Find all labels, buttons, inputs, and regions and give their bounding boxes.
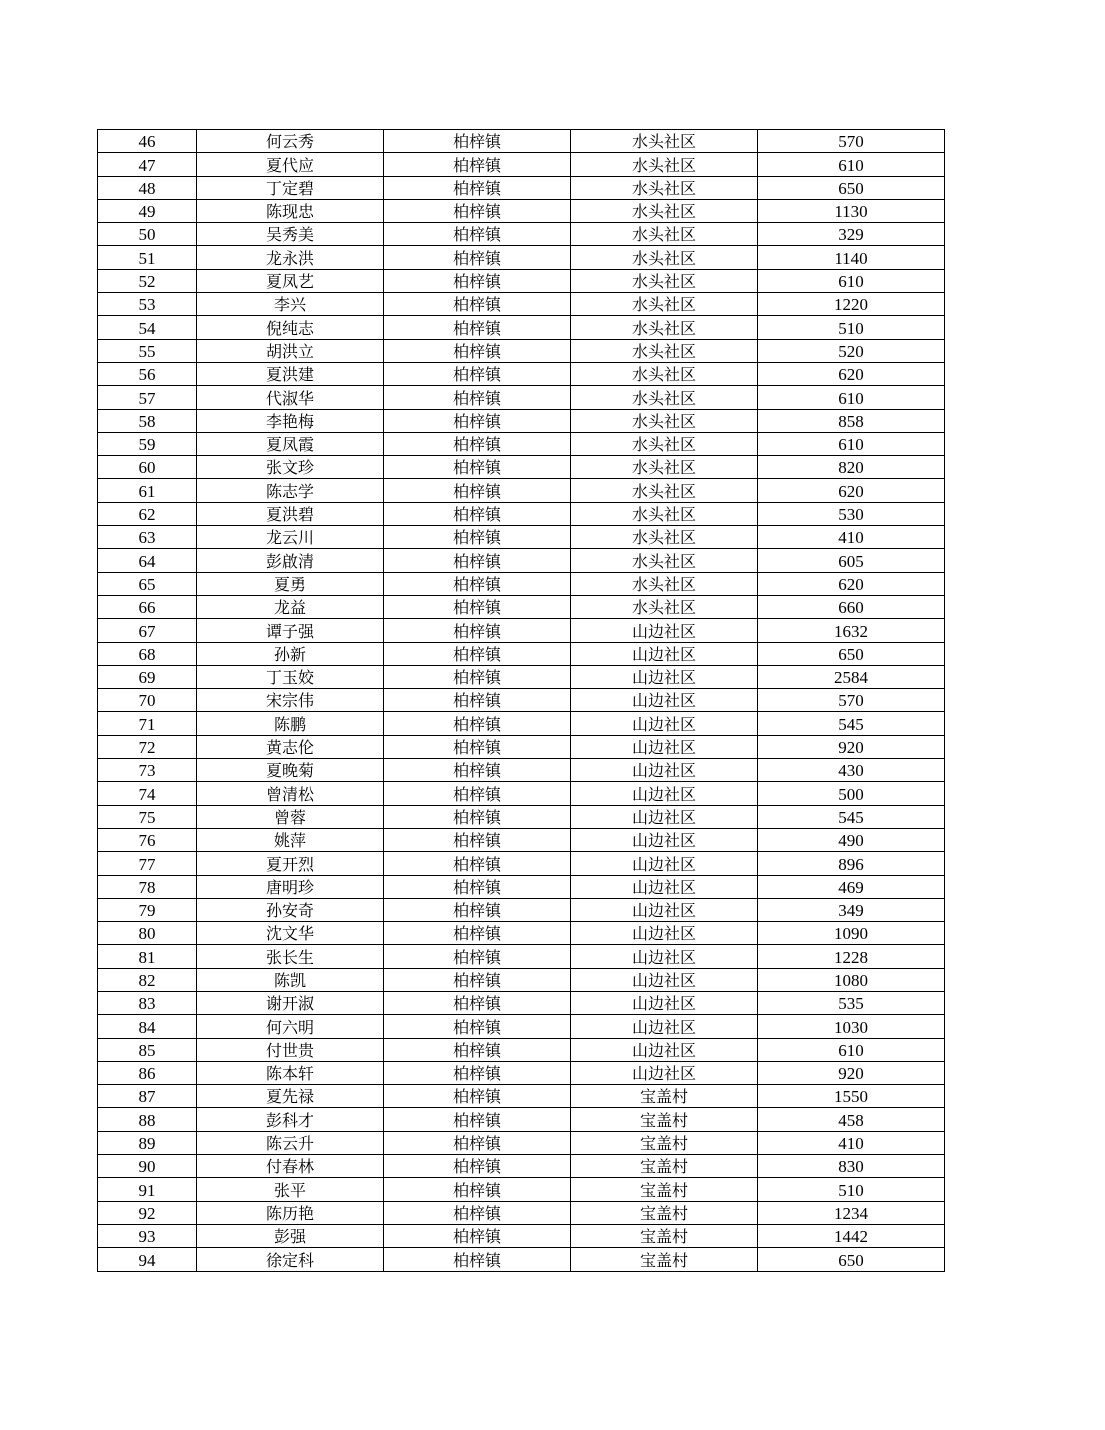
community-cell: 山边社区 [571,689,758,712]
name-cell: 付春林 [197,1155,384,1178]
name-cell: 陈志学 [197,479,384,502]
table-row [98,153,945,176]
row-number-cell: 64 [98,549,197,572]
amount-cell: 520 [758,339,945,362]
community-cell: 山边社区 [571,852,758,875]
name-cell: 唐明珍 [197,875,384,898]
community-cell: 水头社区 [571,176,758,199]
row-number-cell: 51 [98,246,197,269]
name-cell: 夏先禄 [197,1085,384,1108]
community-cell: 宝盖村 [571,1155,758,1178]
town-cell: 柏梓镇 [384,456,571,479]
amount-cell: 570 [758,130,945,153]
town-cell: 柏梓镇 [384,665,571,688]
community-cell: 水头社区 [571,595,758,618]
amount-cell: 1140 [758,246,945,269]
row-number-cell: 89 [98,1131,197,1154]
row-number-cell: 66 [98,595,197,618]
community-cell: 水头社区 [571,153,758,176]
name-cell: 黄志伦 [197,735,384,758]
town-cell: 柏梓镇 [384,176,571,199]
row-number-cell: 59 [98,432,197,455]
table-row [98,828,945,851]
table-row [98,386,945,409]
table-row [98,689,945,712]
row-number-cell: 65 [98,572,197,595]
community-cell: 宝盖村 [571,1201,758,1224]
amount-cell: 545 [758,712,945,735]
community-cell: 山边社区 [571,828,758,851]
table-row [98,269,945,292]
row-number-cell: 91 [98,1178,197,1201]
table-row [98,409,945,432]
name-cell: 何六明 [197,1015,384,1038]
name-cell: 陈鹏 [197,712,384,735]
town-cell: 柏梓镇 [384,339,571,362]
table-row [98,1155,945,1178]
amount-cell: 650 [758,176,945,199]
community-cell: 山边社区 [571,712,758,735]
amount-cell: 570 [758,689,945,712]
community-cell: 山边社区 [571,898,758,921]
town-cell: 柏梓镇 [384,1224,571,1247]
name-cell: 张长生 [197,945,384,968]
table-row [98,1038,945,1061]
table-row [98,176,945,199]
town-cell: 柏梓镇 [384,526,571,549]
name-cell: 陈云升 [197,1131,384,1154]
table-row [98,1131,945,1154]
community-cell: 水头社区 [571,223,758,246]
row-number-cell: 92 [98,1201,197,1224]
table-row [98,456,945,479]
community-cell: 宝盖村 [571,1224,758,1247]
amount-cell: 410 [758,1131,945,1154]
table-row [98,362,945,385]
name-cell: 夏勇 [197,572,384,595]
town-cell: 柏梓镇 [384,502,571,525]
table-row [98,642,945,665]
town-cell: 柏梓镇 [384,805,571,828]
table-row [98,712,945,735]
town-cell: 柏梓镇 [384,991,571,1014]
community-cell: 水头社区 [571,479,758,502]
town-cell: 柏梓镇 [384,1155,571,1178]
table-row [98,479,945,502]
amount-cell: 1220 [758,293,945,316]
town-cell: 柏梓镇 [384,712,571,735]
row-number-cell: 46 [98,130,197,153]
row-number-cell: 60 [98,456,197,479]
amount-cell: 610 [758,432,945,455]
town-cell: 柏梓镇 [384,199,571,222]
town-cell: 柏梓镇 [384,293,571,316]
community-cell: 水头社区 [571,362,758,385]
amount-cell: 510 [758,1178,945,1201]
name-cell: 付世贵 [197,1038,384,1061]
row-number-cell: 80 [98,922,197,945]
town-cell: 柏梓镇 [384,153,571,176]
name-cell: 龙云川 [197,526,384,549]
row-number-cell: 71 [98,712,197,735]
amount-cell: 1442 [758,1224,945,1247]
amount-cell: 1030 [758,1015,945,1038]
name-cell: 沈文华 [197,922,384,945]
row-number-cell: 67 [98,619,197,642]
town-cell: 柏梓镇 [384,479,571,502]
town-cell: 柏梓镇 [384,1015,571,1038]
community-cell: 水头社区 [571,130,758,153]
town-cell: 柏梓镇 [384,898,571,921]
row-number-cell: 73 [98,759,197,782]
amount-cell: 650 [758,1248,945,1271]
amount-cell: 410 [758,526,945,549]
community-cell: 宝盖村 [571,1248,758,1271]
table-row [98,432,945,455]
row-number-cell: 87 [98,1085,197,1108]
row-number-cell: 85 [98,1038,197,1061]
row-number-cell: 76 [98,828,197,851]
table-row [98,316,945,339]
row-number-cell: 81 [98,945,197,968]
name-cell: 曾清松 [197,782,384,805]
name-cell: 何云秀 [197,130,384,153]
amount-cell: 349 [758,898,945,921]
amount-cell: 896 [758,852,945,875]
amount-cell: 620 [758,362,945,385]
row-number-cell: 77 [98,852,197,875]
name-cell: 谭子强 [197,619,384,642]
community-cell: 山边社区 [571,805,758,828]
table-row [98,945,945,968]
amount-cell: 858 [758,409,945,432]
row-number-cell: 48 [98,176,197,199]
name-cell: 谢开淑 [197,991,384,1014]
row-number-cell: 55 [98,339,197,362]
table-row [98,619,945,642]
name-cell: 张文珍 [197,456,384,479]
table-row [98,572,945,595]
name-cell: 陈凯 [197,968,384,991]
name-cell: 姚萍 [197,828,384,851]
row-number-cell: 86 [98,1061,197,1084]
town-cell: 柏梓镇 [384,642,571,665]
row-number-cell: 57 [98,386,197,409]
community-cell: 水头社区 [571,246,758,269]
amount-cell: 329 [758,223,945,246]
row-number-cell: 74 [98,782,197,805]
community-cell: 水头社区 [571,339,758,362]
name-cell: 孙新 [197,642,384,665]
name-cell: 陈本轩 [197,1061,384,1084]
amount-cell: 820 [758,456,945,479]
community-cell: 水头社区 [571,386,758,409]
community-cell: 水头社区 [571,432,758,455]
table-row [98,735,945,758]
amount-cell: 610 [758,269,945,292]
table-row [98,1178,945,1201]
town-cell: 柏梓镇 [384,1248,571,1271]
amount-cell: 620 [758,572,945,595]
amount-cell: 430 [758,759,945,782]
community-cell: 山边社区 [571,1061,758,1084]
town-cell: 柏梓镇 [384,572,571,595]
amount-cell: 1632 [758,619,945,642]
amount-cell: 500 [758,782,945,805]
table-row [98,246,945,269]
town-cell: 柏梓镇 [384,945,571,968]
table-row [98,339,945,362]
name-cell: 曾蓉 [197,805,384,828]
amount-cell: 1234 [758,1201,945,1224]
town-cell: 柏梓镇 [384,223,571,246]
name-cell: 胡洪立 [197,339,384,362]
community-cell: 水头社区 [571,526,758,549]
town-cell: 柏梓镇 [384,1201,571,1224]
town-cell: 柏梓镇 [384,409,571,432]
table-row [98,1085,945,1108]
community-cell: 山边社区 [571,665,758,688]
amount-cell: 545 [758,805,945,828]
name-cell: 彭强 [197,1224,384,1247]
row-number-cell: 61 [98,479,197,502]
town-cell: 柏梓镇 [384,1178,571,1201]
amount-cell: 1550 [758,1085,945,1108]
community-cell: 山边社区 [571,1015,758,1038]
name-cell: 陈现忠 [197,199,384,222]
town-cell: 柏梓镇 [384,549,571,572]
community-cell: 山边社区 [571,619,758,642]
table-row [98,199,945,222]
table-row [98,502,945,525]
row-number-cell: 54 [98,316,197,339]
table-row [98,130,945,153]
community-cell: 水头社区 [571,456,758,479]
community-cell: 山边社区 [571,782,758,805]
amount-cell: 660 [758,595,945,618]
name-cell: 夏开烈 [197,852,384,875]
town-cell: 柏梓镇 [384,362,571,385]
name-cell: 代淑华 [197,386,384,409]
table-row [98,852,945,875]
name-cell: 宋宗伟 [197,689,384,712]
row-number-cell: 69 [98,665,197,688]
name-cell: 丁定碧 [197,176,384,199]
town-cell: 柏梓镇 [384,968,571,991]
name-cell: 徐定科 [197,1248,384,1271]
row-number-cell: 47 [98,153,197,176]
amount-cell: 650 [758,642,945,665]
amount-cell: 490 [758,828,945,851]
table-row [98,898,945,921]
amount-cell: 1130 [758,199,945,222]
name-cell: 龙益 [197,595,384,618]
amount-cell: 469 [758,875,945,898]
amount-cell: 605 [758,549,945,572]
table-row [98,1108,945,1131]
town-cell: 柏梓镇 [384,852,571,875]
name-cell: 夏凤霞 [197,432,384,455]
town-cell: 柏梓镇 [384,432,571,455]
row-number-cell: 50 [98,223,197,246]
table-row [98,526,945,549]
amount-cell: 610 [758,1038,945,1061]
community-cell: 水头社区 [571,549,758,572]
town-cell: 柏梓镇 [384,735,571,758]
row-number-cell: 70 [98,689,197,712]
row-number-cell: 62 [98,502,197,525]
row-number-cell: 68 [98,642,197,665]
table-row [98,1061,945,1084]
town-cell: 柏梓镇 [384,689,571,712]
row-number-cell: 56 [98,362,197,385]
row-number-cell: 93 [98,1224,197,1247]
amount-cell: 1090 [758,922,945,945]
name-cell: 彭啟清 [197,549,384,572]
community-cell: 宝盖村 [571,1178,758,1201]
town-cell: 柏梓镇 [384,782,571,805]
amount-cell: 1228 [758,945,945,968]
town-cell: 柏梓镇 [384,1038,571,1061]
row-number-cell: 53 [98,293,197,316]
town-cell: 柏梓镇 [384,595,571,618]
table-row [98,1015,945,1038]
town-cell: 柏梓镇 [384,130,571,153]
name-cell: 孙安奇 [197,898,384,921]
table-row [98,968,945,991]
community-cell: 水头社区 [571,316,758,339]
data-table [97,129,945,1272]
table-body [98,130,945,1272]
amount-cell: 535 [758,991,945,1014]
town-cell: 柏梓镇 [384,386,571,409]
row-number-cell: 75 [98,805,197,828]
table-row [98,1224,945,1247]
town-cell: 柏梓镇 [384,1085,571,1108]
community-cell: 水头社区 [571,409,758,432]
amount-cell: 620 [758,479,945,502]
amount-cell: 610 [758,153,945,176]
row-number-cell: 82 [98,968,197,991]
town-cell: 柏梓镇 [384,1061,571,1084]
community-cell: 宝盖村 [571,1131,758,1154]
community-cell: 山边社区 [571,642,758,665]
name-cell: 龙永洪 [197,246,384,269]
amount-cell: 920 [758,735,945,758]
table-row [98,549,945,572]
community-cell: 水头社区 [571,572,758,595]
name-cell: 夏代应 [197,153,384,176]
town-cell: 柏梓镇 [384,828,571,851]
table-row [98,991,945,1014]
town-cell: 柏梓镇 [384,269,571,292]
town-cell: 柏梓镇 [384,922,571,945]
town-cell: 柏梓镇 [384,875,571,898]
amount-cell: 1080 [758,968,945,991]
community-cell: 山边社区 [571,1038,758,1061]
town-cell: 柏梓镇 [384,1108,571,1131]
table-row [98,595,945,618]
town-cell: 柏梓镇 [384,316,571,339]
town-cell: 柏梓镇 [384,759,571,782]
table-row [98,223,945,246]
name-cell: 丁玉姣 [197,665,384,688]
row-number-cell: 78 [98,875,197,898]
name-cell: 倪纯志 [197,316,384,339]
table-row [98,875,945,898]
amount-cell: 510 [758,316,945,339]
community-cell: 水头社区 [571,502,758,525]
community-cell: 山边社区 [571,735,758,758]
community-cell: 山边社区 [571,759,758,782]
name-cell: 夏凤艺 [197,269,384,292]
community-cell: 宝盖村 [571,1085,758,1108]
amount-cell: 530 [758,502,945,525]
row-number-cell: 94 [98,1248,197,1271]
name-cell: 李兴 [197,293,384,316]
name-cell: 夏洪碧 [197,502,384,525]
name-cell: 张平 [197,1178,384,1201]
community-cell: 水头社区 [571,293,758,316]
community-cell: 山边社区 [571,991,758,1014]
table-row [98,1248,945,1271]
town-cell: 柏梓镇 [384,619,571,642]
row-number-cell: 72 [98,735,197,758]
table-row [98,759,945,782]
name-cell: 夏晚菊 [197,759,384,782]
community-cell: 山边社区 [571,922,758,945]
name-cell: 陈历艳 [197,1201,384,1224]
community-cell: 山边社区 [571,945,758,968]
town-cell: 柏梓镇 [384,246,571,269]
name-cell: 吴秀美 [197,223,384,246]
row-number-cell: 79 [98,898,197,921]
table-row [98,922,945,945]
community-cell: 水头社区 [571,269,758,292]
row-number-cell: 90 [98,1155,197,1178]
row-number-cell: 58 [98,409,197,432]
table-row [98,805,945,828]
table-row [98,665,945,688]
row-number-cell: 52 [98,269,197,292]
community-cell: 水头社区 [571,199,758,222]
community-cell: 山边社区 [571,968,758,991]
amount-cell: 830 [758,1155,945,1178]
row-number-cell: 49 [98,199,197,222]
amount-cell: 610 [758,386,945,409]
amount-cell: 2584 [758,665,945,688]
amount-cell: 458 [758,1108,945,1131]
name-cell: 彭科才 [197,1108,384,1131]
row-number-cell: 88 [98,1108,197,1131]
row-number-cell: 83 [98,991,197,1014]
table-row [98,293,945,316]
table-row [98,1201,945,1224]
community-cell: 宝盖村 [571,1108,758,1131]
town-cell: 柏梓镇 [384,1131,571,1154]
name-cell: 夏洪建 [197,362,384,385]
row-number-cell: 84 [98,1015,197,1038]
row-number-cell: 63 [98,526,197,549]
table-row [98,782,945,805]
community-cell: 山边社区 [571,875,758,898]
amount-cell: 920 [758,1061,945,1084]
name-cell: 李艳梅 [197,409,384,432]
